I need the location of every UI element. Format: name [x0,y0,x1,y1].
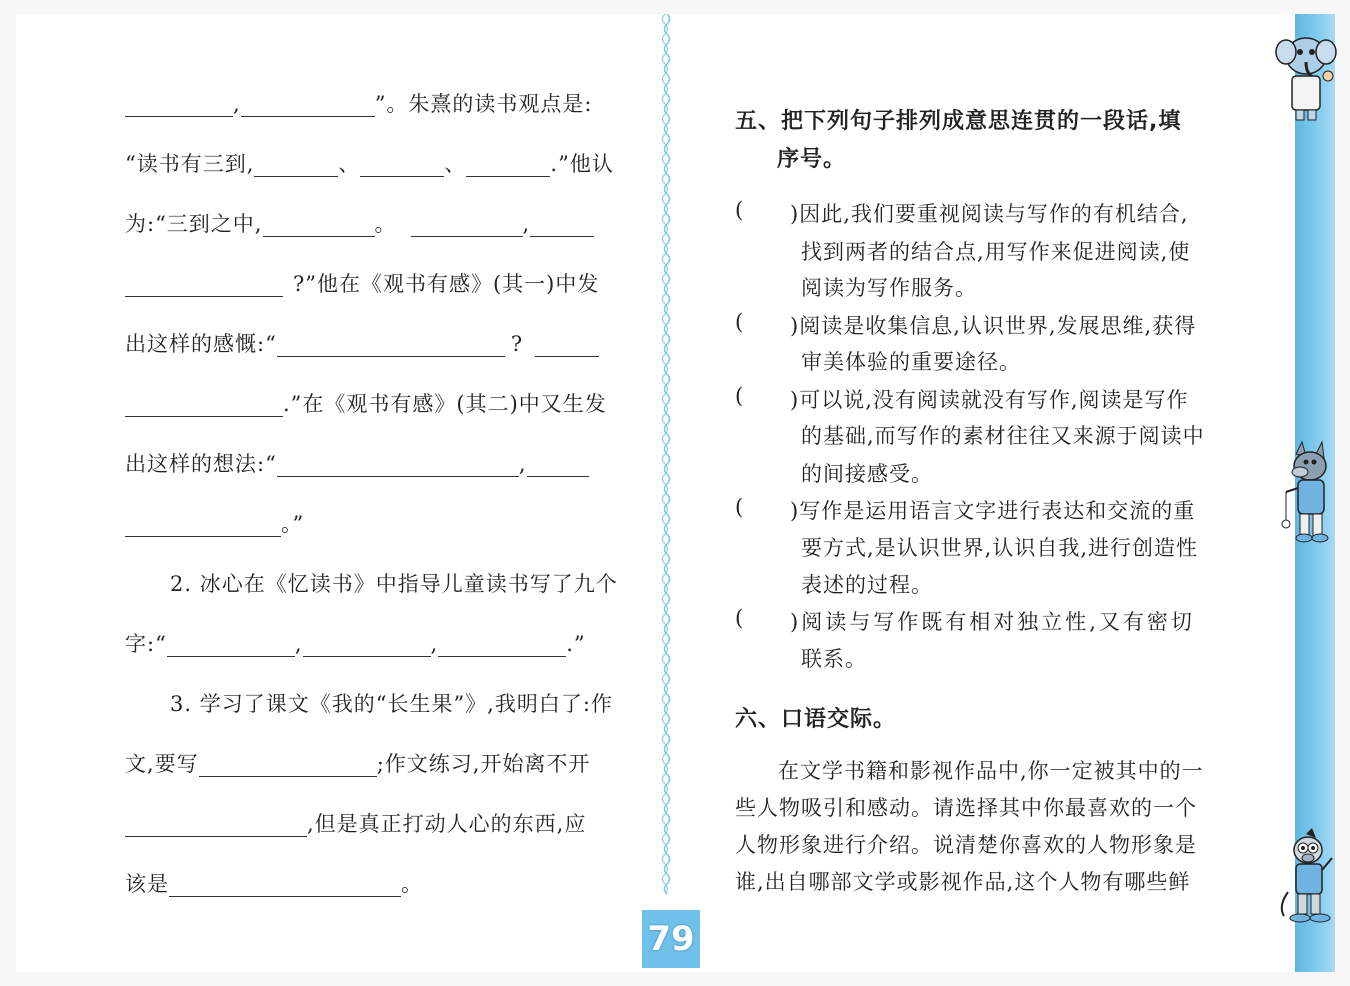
sentence-item-cont: 联系。 [801,647,867,671]
sentence-item-cont: 阅读为写作服务。 [801,276,977,300]
left-line-7: 出这样的想法:“ , [125,448,589,478]
paragraph-line: 谁,出自哪部文学或影视作品,这个人物有哪些鲜 [735,870,1191,894]
answer-blank[interactable] [535,334,599,357]
sentence-item: )可以说,没有阅读就没有写作,阅读是写作 [790,388,1189,412]
answer-blank[interactable] [263,214,375,237]
question-3-line-3: ,但是真正打动人心的东西,应 [125,808,586,838]
sentence-item-cont: 的基础,而写作的素材往往又来源于阅读中 [801,424,1205,448]
order-paren[interactable]: ( [735,495,744,519]
section-5-title: 五、把下列句子排列成意思连贯的一段话,填 [735,109,1182,134]
left-line-5: 出这样的感慨:“ ? [125,328,599,358]
left-line-2: “读书有三到, 、 、 .”他认 [125,152,614,176]
answer-blank[interactable] [527,454,589,477]
question-3-line-2: 文,要写 ;作文练习,开始离不开 [125,752,591,776]
question-3-line-4: 该是 。 [125,872,423,896]
sentence-item: )写作是运用语言文字进行表达和交流的重 [790,499,1196,523]
answer-blank[interactable] [438,634,566,657]
left-line-3: 为:“三到之中, 。 , [125,208,594,238]
answer-blank[interactable] [125,814,307,837]
paragraph-line: 人物形象进行介绍。说清楚你喜欢的人物形象是 [735,833,1197,857]
answer-blank[interactable] [254,154,338,177]
answer-blank[interactable] [360,154,444,177]
order-paren[interactable]: ( [735,384,744,408]
answer-blank[interactable] [167,634,295,657]
section-5-title-cont: 序号。 [777,147,847,172]
page-number: 79 [642,910,700,968]
sentence-item-cont: 的间接感受。 [801,462,933,486]
dog-mascot-icon [1276,828,1338,928]
sentence-item-cont: 表述的过程。 [801,573,933,597]
question-2-line-1: 2. 冰心在《忆读书》中指导儿童读书写了九个 [170,572,618,596]
answer-blank[interactable] [466,154,550,177]
left-line-8: 。” [125,508,304,538]
answer-blank[interactable] [303,634,431,657]
answer-blank[interactable] [530,214,594,237]
order-paren[interactable]: ( [735,198,744,222]
wavy-divider [660,14,674,899]
sentence-item: )因此,我们要重视阅读与写作的有机结合, [790,202,1189,226]
question-3-line-1: 3. 学习了课文《我的“长生果”》,我明白了:作 [170,692,613,716]
left-line-4: ?”他在《观书有感》(其一)中发 [125,268,599,298]
sentence-item: )阅读是收集信息,认识世界,发展思维,获得 [790,314,1197,338]
answer-blank[interactable] [125,94,233,117]
sentence-item-cont: 审美体验的重要途径。 [801,350,1021,374]
elephant-mascot-icon [1272,26,1340,126]
section-6-title: 六、口语交际。 [735,707,897,732]
answer-blank[interactable] [199,754,377,777]
sentence-item: )阅读与写作既有相对独立性,又有密切 [790,610,1195,634]
left-line-1: , ”。朱熹的读书观点是: [125,88,593,118]
answer-blank[interactable] [411,214,523,237]
question-2-line-2: 字:“ , , .” [125,632,586,656]
answer-blank[interactable] [125,514,281,537]
answer-blank[interactable] [277,454,519,477]
answer-blank[interactable] [125,394,283,417]
order-paren[interactable]: ( [735,606,744,630]
paragraph-line: 在文学书籍和影视作品中,你一定被其中的一 [778,759,1204,783]
paragraph-line: 些人物吸引和感动。请选择其中你最喜欢的一个 [735,796,1197,820]
answer-blank[interactable] [125,274,283,297]
left-line-6: .”在《观书有感》(其二)中又生发 [125,388,607,418]
answer-blank[interactable] [277,334,505,357]
wolf-yoyo-mascot-icon [1278,440,1340,545]
sentence-item-cont: 找到两者的结合点,用写作来促进阅读,使 [801,240,1191,264]
sentence-item-cont: 要方式,是认识世界,认识自我,进行创造性 [801,536,1199,560]
order-paren[interactable]: ( [735,310,744,334]
answer-blank[interactable] [169,874,401,897]
answer-blank[interactable] [241,94,375,117]
